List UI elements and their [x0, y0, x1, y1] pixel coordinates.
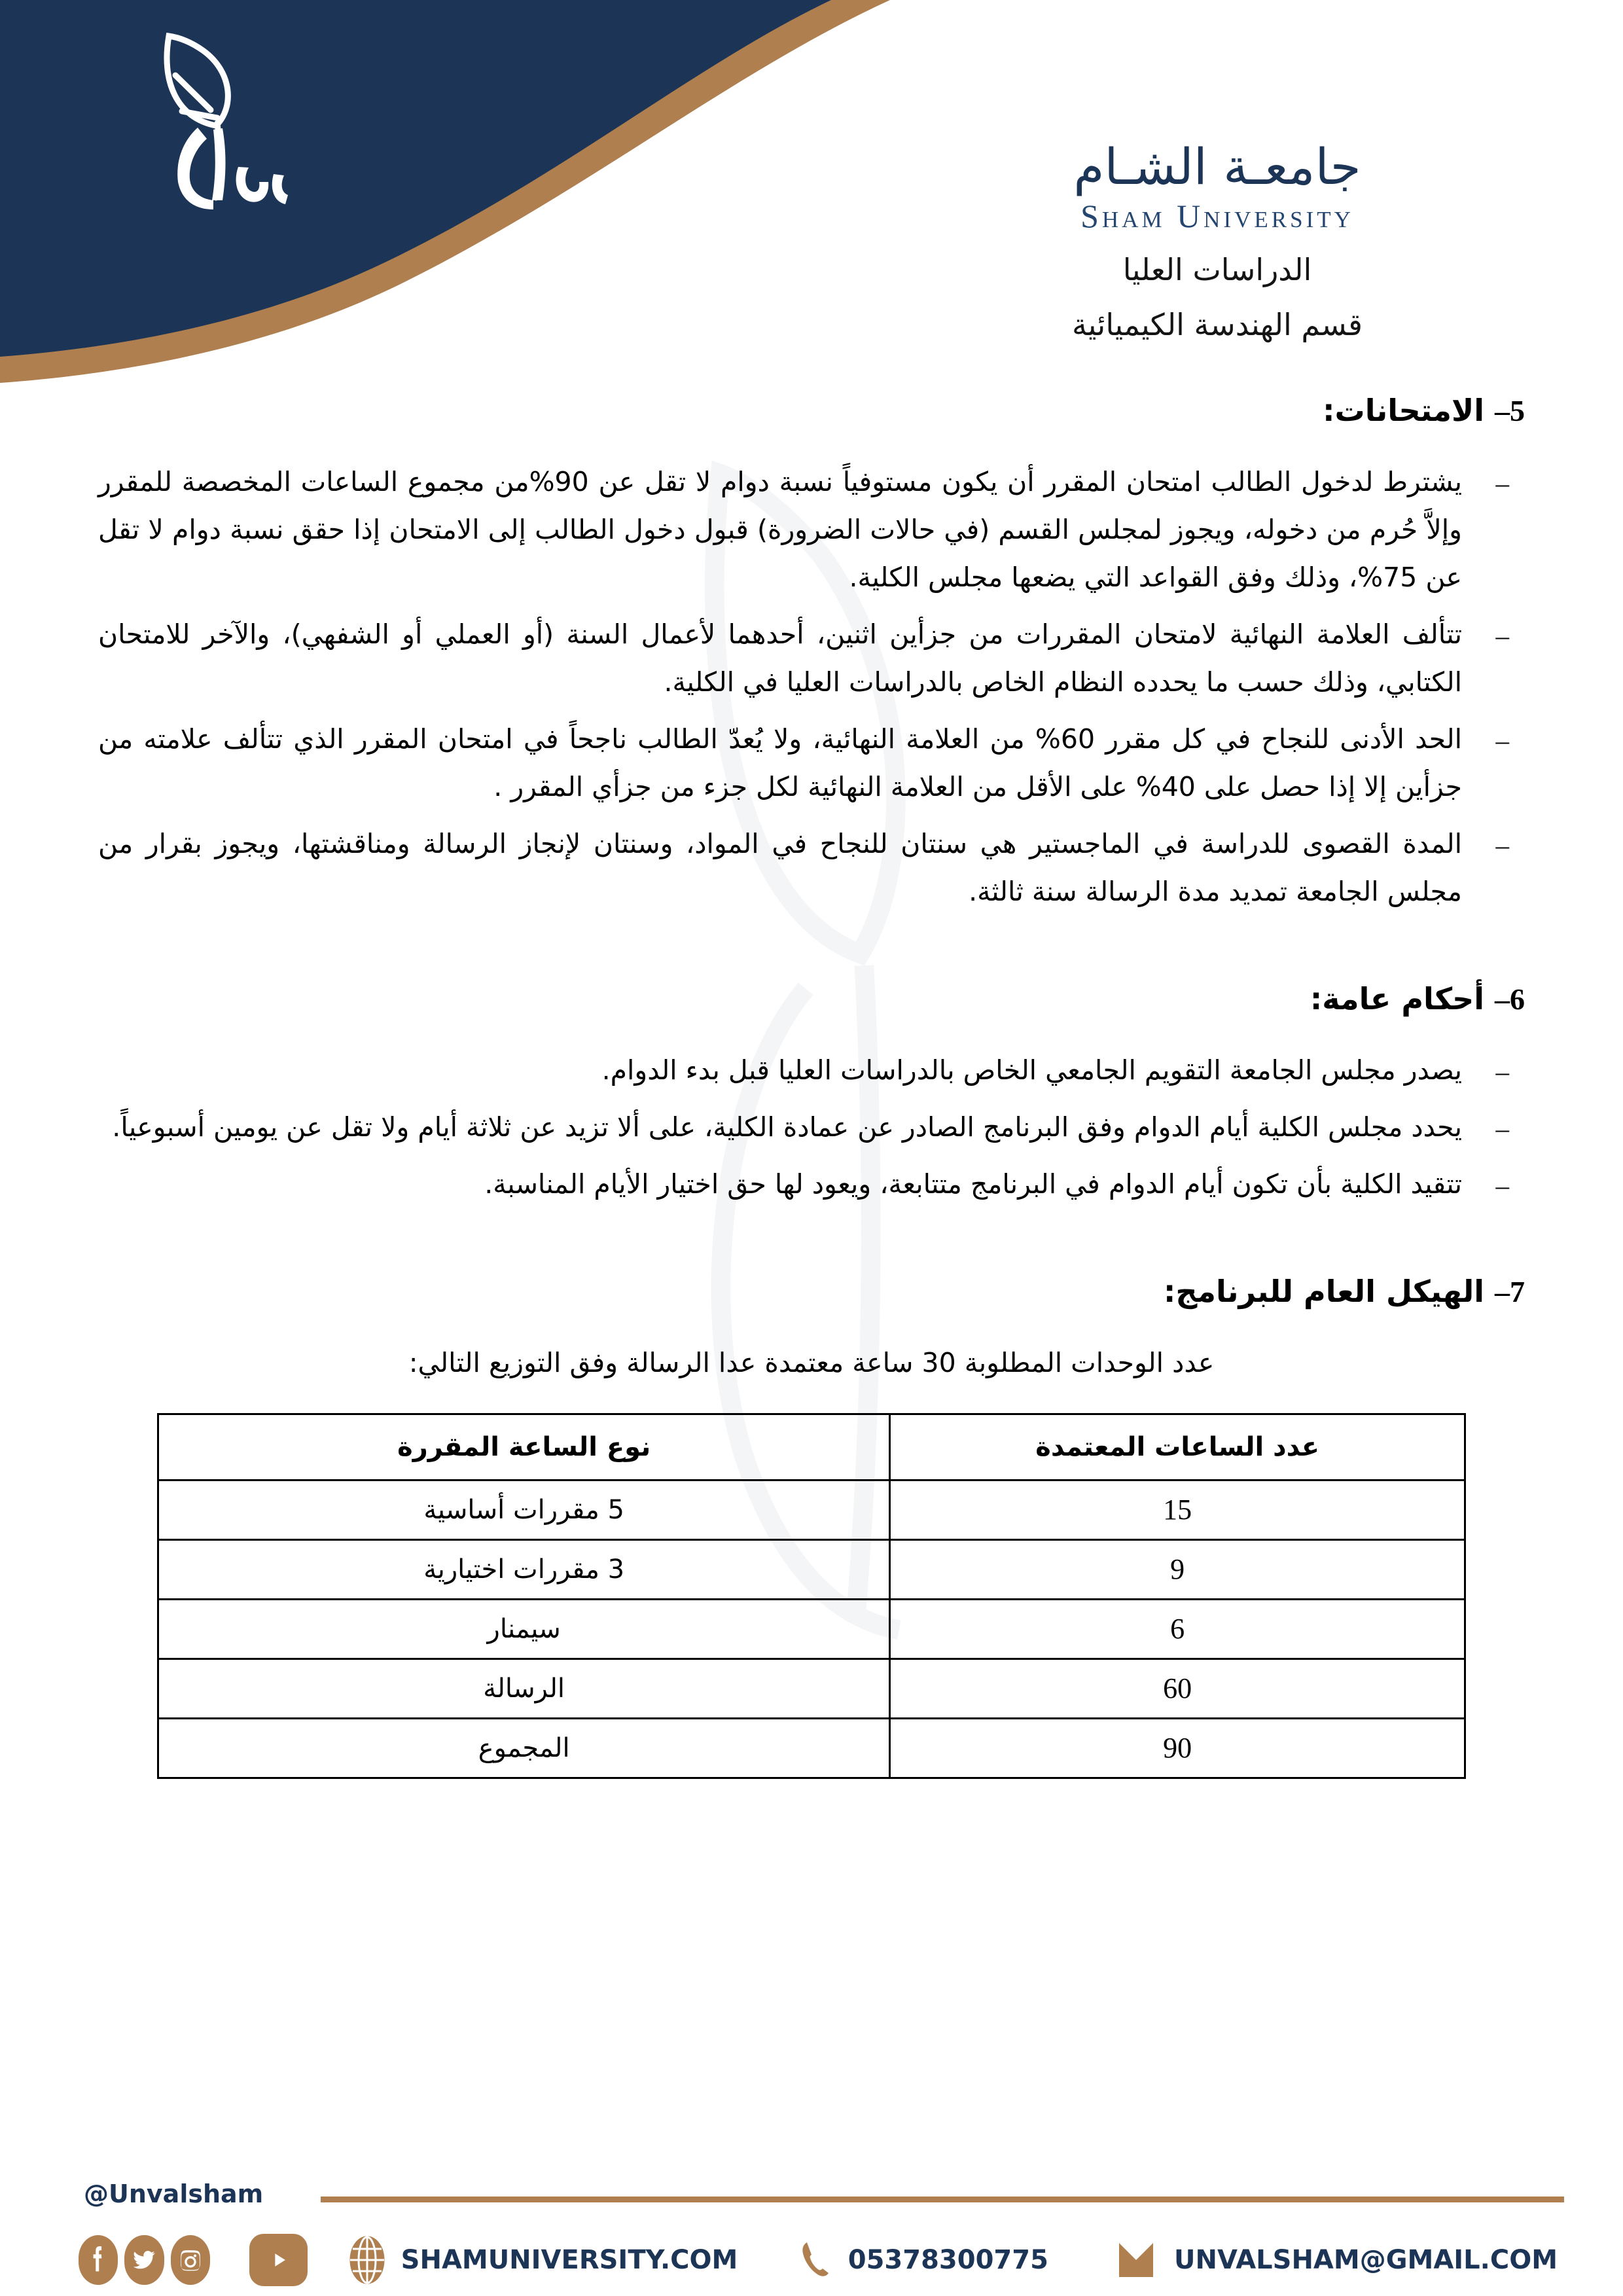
department-line-2: قسم الهندسة الكيميائية: [1071, 306, 1363, 342]
list-item: – يصدر مجلس الجامعة التقويم الجامعي الخاص بالدراسات العليا قبل بدء الدوام.: [98, 1047, 1525, 1094]
table-row: [158, 1659, 1465, 1718]
twitter-icon[interactable]: [124, 2235, 164, 2285]
section-heading-5: [98, 393, 1525, 428]
program-structure-table: [157, 1413, 1466, 1779]
brand-name-english: Sham University: [1080, 197, 1354, 234]
document-body: [0, 393, 1623, 1779]
spacer: [98, 925, 1525, 981]
section-7-intro: عدد الوحدات المطلوبة 30 ساعة معتمدة عدا الرسالة وفق التوزيع التالي:: [408, 1346, 1215, 1378]
list-item: – الحد الأدنى للنجاح في كل مقرر 60% من العلامة النهائية، ولا يُعدّ الطالب ناجحاً في امتحان المقرر الذي تتألف علامته من جزأين إلا إذا حصل على 40% على الأقل من العلامة النهائية لكل جزء من جزأي المقرر .: [98, 715, 1525, 811]
social-handle: @Unvalsham: [84, 2179, 264, 2208]
cell-hours: 6: [890, 1599, 1465, 1659]
university-logo: [98, 13, 308, 216]
section-5-bullet-list: [98, 458, 1525, 916]
section-number-5: 5: [1510, 394, 1525, 427]
page-footer: [0, 2165, 1623, 2296]
spacer: [98, 1217, 1525, 1274]
table-row: [158, 1718, 1465, 1778]
section-number-7: 7: [1510, 1274, 1525, 1308]
section-number-6: 6: [1510, 982, 1525, 1016]
table-row: [158, 1480, 1465, 1539]
section-title-5: الامتحانات:: [1323, 393, 1484, 428]
cell-type: المجموع: [158, 1718, 890, 1778]
list-item: – المدة القصوى للدراسة في الماجستير هي سنتان للنجاح في المواد، وسنتان لإنجاز الرسالة ومناقشتها، ويجوز بقرار من مجلس الجامعة تمديد مدة الرسالة سنة ثالثة.: [98, 820, 1525, 916]
list-item: – تتألف العلامة النهائية لامتحان المقررات من جزأين اثنين، أحدهما لأعمال السنة (أو العملي أو الشفهي)، والآخر للامتحان الكتابي، وذلك حسب ما يحدده النظام الخاص بالدراسات العليا في الكلية.: [98, 611, 1525, 706]
cell-hours: 9: [890, 1539, 1465, 1599]
section-heading-7: [98, 1274, 1525, 1309]
section-dash-5: –: [1495, 394, 1510, 427]
footer-divider: [321, 2197, 1564, 2202]
youtube-icon[interactable]: [249, 2234, 308, 2286]
cell-type: 5 مقررات أساسية: [158, 1480, 890, 1539]
table-row: [158, 1599, 1465, 1659]
column-header-hours: عدد الساعات المعتمدة: [890, 1414, 1465, 1480]
section-title-7: الهيكل العام للبرنامج:: [1163, 1273, 1484, 1309]
section-title-6: أحكام عامة:: [1310, 980, 1484, 1016]
list-item: – يحدد مجلس الكلية أيام الدوام وفق البرنامج الصادر عن عمادة الكلية، على ألا تزيد عن ثلاثة أيام ولا تقل عن يومين أسبوعياً.: [98, 1103, 1525, 1151]
phone-text[interactable]: 05378300775: [847, 2245, 1048, 2275]
cell-hours: 60: [890, 1659, 1465, 1718]
cell-hours: 90: [890, 1718, 1465, 1778]
section-dash-7: –: [1495, 1274, 1510, 1308]
page-header: [0, 0, 1623, 419]
brand-block: [890, 137, 1544, 345]
table-header-row: [158, 1414, 1465, 1480]
cell-type: 3 مقررات اختيارية: [158, 1539, 890, 1599]
column-header-type: نوع الساعة المقررة: [158, 1414, 890, 1480]
facebook-icon[interactable]: [79, 2235, 118, 2285]
cell-hours: 15: [890, 1480, 1465, 1539]
footer-contact-bar: [79, 2234, 1558, 2286]
cell-type: سيمنار: [158, 1599, 890, 1659]
list-item: – يشترط لدخول الطالب امتحان المقرر أن يكون مستوفياً نسبة دوام لا تقل عن 90%من مجموع الساعات المخصصة للمقرر وإلاَّ حُرم من دخوله، ويجوز لمجلس القسم (في حالات الضرورة) قبول دخول الطالب إلى الامتحان إذا حقق نسبة دوام لا تقل عن 75%، وذلك وفق القواعد التي يضعها مجلس الكلية.: [98, 458, 1525, 601]
department-line-1: الدراسات العليا: [1122, 251, 1312, 287]
section-heading-6: [98, 981, 1525, 1016]
website-text[interactable]: SHAMUNIVERSITY.COM: [401, 2245, 738, 2275]
email-text[interactable]: UNVALSHAM@GMAIL.COM: [1174, 2245, 1558, 2275]
envelope-icon: [1114, 2234, 1158, 2286]
cell-type: الرسالة: [158, 1659, 890, 1718]
globe-icon: [347, 2234, 386, 2286]
list-item: – تتقيد الكلية بأن تكون أيام الدوام في البرنامج متتابعة، ويعود لها حق اختيار الأيام المناسبة.: [98, 1160, 1525, 1208]
phone-icon: [796, 2234, 832, 2286]
table-row: [158, 1539, 1465, 1599]
instagram-icon[interactable]: [171, 2235, 210, 2285]
section-6-bullet-list: [98, 1047, 1525, 1208]
section-dash-6: –: [1495, 982, 1510, 1016]
brand-name-arabic: جامعـة الشـام: [1073, 137, 1361, 196]
